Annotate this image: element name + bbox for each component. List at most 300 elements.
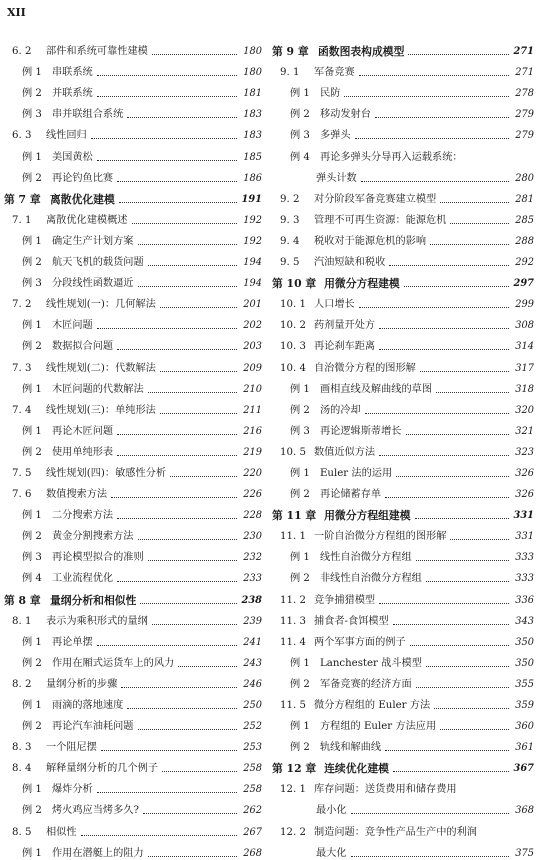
- toc-entry: [4, 607, 262, 628]
- toc-page-number: 321: [515, 425, 534, 437]
- toc-entry-title: 数据拟合问题: [52, 341, 114, 353]
- toc-entry-number: 例 1: [22, 235, 42, 247]
- toc-entry-number: 7. 3: [12, 362, 32, 374]
- dot-leader: [450, 539, 509, 540]
- toc-page-number: 333: [515, 573, 534, 585]
- toc-entry: [272, 375, 534, 396]
- toc-entry: [4, 375, 262, 396]
- toc-entry-number: 例 1: [290, 88, 310, 100]
- dot-leader: [81, 835, 237, 836]
- toc-page-number: 297: [513, 278, 534, 290]
- toc-entry-number: 11. 4: [280, 636, 306, 648]
- toc-entry-title: 再论汽车油耗问题: [52, 721, 134, 733]
- toc-page-number: 233: [243, 573, 262, 585]
- toc-entry: [4, 712, 262, 733]
- dot-leader: [111, 497, 237, 498]
- toc-page-number: 281: [515, 193, 534, 205]
- toc-entry-number: 10. 4: [280, 362, 306, 374]
- toc-entry: [272, 100, 534, 121]
- toc-entry-title: 线性规划(三)：单纯形法: [46, 404, 156, 416]
- dot-leader: [355, 138, 509, 139]
- toc-entry: [4, 311, 262, 332]
- dot-leader: [117, 455, 237, 456]
- toc-page-number: 192: [243, 214, 262, 226]
- toc-entry-title: 线性规划(四)：敏感性分析: [46, 467, 167, 479]
- toc-page-number: 367: [513, 763, 534, 775]
- dot-leader: [97, 328, 237, 329]
- toc-entry-number: 9. 1: [280, 67, 300, 79]
- dot-leader: [410, 645, 509, 646]
- toc-entry: [4, 564, 262, 585]
- toc-entry-number: 例 2: [290, 573, 310, 585]
- toc-entry-number: 例 1: [22, 425, 42, 437]
- dot-leader: [148, 392, 237, 393]
- toc-entry: [4, 227, 262, 248]
- toc-entry-number: 第 9 章: [272, 45, 309, 59]
- toc-entry-title: 人口增长: [314, 299, 355, 311]
- toc-entry-number: 10. 2: [280, 320, 306, 332]
- toc-entry-title: 再论逻辑斯蒂增长: [320, 425, 402, 437]
- dot-leader: [138, 244, 238, 245]
- toc-entry: [4, 670, 262, 691]
- toc-page-number: 323: [515, 446, 534, 458]
- dot-leader: [152, 624, 237, 625]
- toc-entry: [4, 100, 262, 121]
- toc-page-number: 216: [243, 425, 262, 437]
- toc-entry-title: 画相直线及解曲线的草图: [320, 383, 433, 395]
- toc-entry: [272, 796, 534, 817]
- dot-leader: [440, 729, 509, 730]
- toc-page-number: 194: [243, 278, 262, 290]
- toc-entry-number: 例 3: [290, 425, 310, 437]
- toc-page-number: 209: [243, 362, 262, 374]
- toc-entry: [272, 564, 534, 585]
- toc-entry-title: 再论刹车距离: [314, 341, 376, 353]
- dot-leader: [385, 497, 509, 498]
- toc-page-number: 308: [515, 320, 534, 332]
- toc-page-number: 350: [515, 636, 534, 648]
- toc-page-number: 180: [243, 46, 262, 58]
- toc-entry: [272, 164, 534, 185]
- toc-entry: [272, 206, 534, 227]
- toc-page-number: 333: [515, 552, 534, 564]
- toc-entry: [4, 649, 262, 670]
- toc-entry-number: 例 1: [290, 467, 310, 479]
- dot-leader: [97, 792, 237, 793]
- toc-entry: [4, 839, 262, 860]
- dot-leader: [408, 54, 509, 55]
- toc-page-number: 331: [515, 531, 534, 543]
- toc-entry: [272, 121, 534, 142]
- toc-entry: [272, 396, 534, 417]
- toc-page-number: 243: [243, 657, 262, 669]
- toc-entry-title: 雨滴的落地速度: [52, 700, 124, 711]
- toc-page-number: 241: [243, 636, 262, 648]
- toc-entry-number: 例 1: [22, 700, 42, 711]
- toc-entry-title: 微分方程组的 Euler 方法: [314, 700, 431, 711]
- toc-page-number: 271: [513, 46, 534, 58]
- toc-entry-number: 9. 3: [280, 214, 300, 226]
- dot-leader: [396, 476, 509, 477]
- toc-entry-title: 数值搜索方法: [46, 489, 108, 501]
- toc-entry-number: 第 11 章: [272, 509, 317, 523]
- toc-entry-number: 9. 4: [280, 235, 300, 247]
- toc-entry-number: 第 10 章: [272, 277, 317, 291]
- toc-entry-number: 例 2: [22, 341, 42, 353]
- toc-entry-title: 线性规划(一)：几何解法: [46, 299, 156, 311]
- toc-entry-title: 黄金分割搜索方法: [52, 531, 134, 543]
- toc-chapter-entry: [4, 585, 262, 606]
- dot-leader: [393, 771, 509, 772]
- toc-entry: [272, 353, 534, 374]
- toc-page-number: 228: [243, 510, 262, 522]
- toc-entry-title: 航天飞机的载货问题: [52, 257, 144, 269]
- toc-page-number: 192: [243, 235, 262, 247]
- dot-leader: [97, 160, 237, 161]
- toc-page-number: 278: [515, 88, 534, 100]
- toc-entry: [4, 628, 262, 649]
- toc-entry: [272, 712, 534, 733]
- toc-entry-title: 连续优化建模: [324, 762, 389, 776]
- dot-leader: [97, 96, 237, 97]
- toc-page-number: 317: [515, 362, 534, 374]
- dot-leader: [426, 581, 509, 582]
- dot-leader: [379, 603, 509, 604]
- toc-column-left: [4, 37, 262, 860]
- toc-entry-title: 税收对于能源危机的影响: [314, 235, 427, 247]
- dot-leader: [440, 202, 509, 203]
- toc-page-number: 375: [515, 847, 534, 859]
- toc-page-number: 226: [243, 489, 262, 501]
- toc-page-number: 258: [243, 763, 262, 775]
- toc-page-number: 361: [515, 742, 534, 754]
- toc-page-number: 292: [515, 257, 534, 269]
- toc-page-number: 368: [515, 805, 534, 817]
- dot-leader: [117, 181, 237, 182]
- dot-leader: [359, 307, 509, 308]
- toc-entry: [272, 58, 534, 79]
- toc-entry-title: 相似性: [46, 826, 77, 838]
- toc-entry-number: 例 2: [22, 172, 42, 184]
- toc-entry: [272, 670, 534, 691]
- toc-page-number: 258: [243, 784, 262, 796]
- toc-entry-title: 函数图表构成模型: [318, 45, 405, 59]
- dot-leader: [152, 54, 237, 55]
- toc-entry-title: 分段线性函数逼近: [52, 278, 134, 290]
- toc-entry-title: 确定生产计划方案: [52, 235, 134, 247]
- toc-entry: [4, 164, 262, 185]
- toc-entry-title: 对分阶段军备竞赛建立模型: [314, 193, 437, 205]
- toc-page-number: 320: [515, 404, 534, 416]
- toc-entry-title: 竞争捕猎模型: [314, 594, 376, 606]
- toc-entry-number: 6. 2: [12, 46, 32, 58]
- toc-entry: [4, 733, 262, 754]
- toc-entry: [272, 607, 534, 628]
- toc-entry-number: 例 1: [290, 383, 310, 395]
- toc-entry-title: 线性规划(二)：代数解法: [46, 362, 156, 374]
- dot-leader: [416, 687, 509, 688]
- toc-entry-title: 离散优化建模: [50, 192, 115, 206]
- toc-entry: [272, 290, 534, 311]
- toc-entry-number: 例 3: [22, 552, 42, 564]
- toc-entry-title: 离散优化建模概述: [46, 214, 128, 226]
- toc-page-number: 211: [243, 404, 262, 416]
- toc-entry-title: 美国黄松: [52, 151, 93, 163]
- toc-chapter-entry: [272, 37, 534, 58]
- toc-entry-number: 6. 3: [12, 130, 32, 142]
- dot-leader: [393, 624, 509, 625]
- toc-entry-title: 一个阻尼摆: [46, 742, 97, 754]
- toc-entry-title: 轨线和解曲线: [320, 742, 382, 754]
- toc-page-number: 238: [241, 594, 262, 606]
- toc-page-number: 232: [243, 552, 262, 564]
- toc-entry-number: 例 1: [290, 657, 310, 669]
- dot-leader: [143, 813, 237, 814]
- dot-leader: [351, 856, 509, 857]
- toc-entry-number: 第 7 章: [4, 192, 41, 206]
- toc-page-number: 253: [243, 742, 262, 754]
- toc-entry-number: 例 2: [290, 109, 310, 121]
- dot-leader: [434, 708, 509, 709]
- toc-entry: [272, 79, 534, 100]
- toc-entry-number: 例 3: [22, 278, 42, 290]
- toc-entry: [4, 58, 262, 79]
- toc-page-number: 280: [515, 172, 534, 184]
- dot-leader: [379, 349, 509, 350]
- dot-leader: [117, 434, 237, 435]
- toc-entry-title: 数值近似方法: [314, 446, 376, 458]
- toc-entry: [272, 185, 534, 206]
- toc-entry-number: 例 3: [22, 109, 42, 121]
- toc-page-number: 210: [243, 383, 262, 395]
- toc-entry-number: 8. 1: [12, 615, 32, 627]
- toc-page-number: 186: [243, 172, 262, 184]
- toc-entry-title: 捕食者-食饵模型: [314, 615, 389, 627]
- toc-entry-number: 12. 1: [280, 784, 306, 796]
- toc-page-number: 203: [243, 341, 262, 353]
- toc-entry: [4, 417, 262, 438]
- toc-page-number: 268: [243, 847, 262, 859]
- toc-page-number: 360: [515, 721, 534, 733]
- toc-page-number: 252: [243, 721, 262, 733]
- toc-entry-title: 用微分方程建模: [324, 277, 400, 291]
- dot-leader: [138, 286, 238, 287]
- toc-entry: [4, 754, 262, 775]
- toc-page-number: 220: [243, 467, 262, 479]
- dot-leader: [351, 813, 509, 814]
- toc-entry-title: 作用在潜艇上的阻力: [52, 847, 144, 859]
- dot-leader: [436, 392, 509, 393]
- toc-entry: [272, 227, 534, 248]
- toc-page-number: 326: [515, 489, 534, 501]
- dot-leader: [359, 75, 509, 76]
- toc-entry-number: 9. 5: [280, 257, 300, 269]
- toc-entry-title: 部件和系统可靠性建模: [46, 46, 148, 58]
- toc-page-number: 201: [243, 299, 262, 311]
- toc-entry: [4, 248, 262, 269]
- toc-entry-number: 例 1: [22, 847, 42, 859]
- dot-leader: [97, 645, 237, 646]
- toc-entry-title: 再论钓鱼比赛: [52, 172, 114, 184]
- toc-entry: [272, 459, 534, 480]
- toc-entry-title: 再论单摆: [52, 636, 93, 648]
- dot-leader: [389, 265, 509, 266]
- dot-leader: [162, 771, 237, 772]
- toc-page-number: 314: [515, 341, 534, 353]
- dot-leader: [127, 117, 237, 118]
- toc-entry-title: 量纲分析和相似性: [50, 593, 137, 607]
- toc-entry: [272, 817, 534, 838]
- toc-entry-title: 表示为乘积形式的量纲: [46, 615, 148, 627]
- toc-entry-number: 例 3: [290, 130, 310, 142]
- toc-entry-number: 例 2: [22, 446, 42, 458]
- toc-chapter-entry: [4, 185, 262, 206]
- toc-entry-number: 例 2: [22, 657, 42, 669]
- toc-page-number: 285: [515, 214, 534, 226]
- dot-leader: [379, 328, 509, 329]
- dot-leader: [170, 476, 237, 477]
- dot-leader: [132, 223, 238, 224]
- toc-entry-number: 第 12 章: [272, 762, 317, 776]
- toc-page-number: 299: [515, 299, 534, 311]
- toc-entry-title: 弹头计数: [316, 172, 357, 184]
- toc-entry-number: 例 2: [22, 257, 42, 269]
- dot-leader: [420, 371, 509, 372]
- toc-entry-title: 工业流程优化: [52, 573, 114, 585]
- dot-leader: [365, 413, 509, 414]
- toc-column-right: [272, 37, 534, 860]
- dot-leader: [404, 286, 509, 287]
- toc-entry-number: 8. 4: [12, 763, 32, 775]
- toc-page-number: 331: [513, 510, 534, 522]
- toc-entry: [4, 459, 262, 480]
- toc-page-number: 279: [515, 109, 534, 121]
- toc-entry-title: 二分搜索方法: [52, 510, 114, 522]
- toc-page-number: 202: [243, 320, 262, 332]
- toc-entry-number: 例 4: [22, 573, 42, 585]
- toc-entry-number: 例 1: [22, 636, 42, 648]
- dot-leader: [101, 750, 237, 751]
- dot-leader: [379, 455, 509, 456]
- toc-entry-title: 烤火鸡应当烤多久?: [52, 805, 139, 817]
- toc-page-number: 271: [515, 67, 534, 79]
- toc-entry-title: Lanchester 战斗模型: [320, 657, 422, 669]
- dot-leader: [160, 307, 237, 308]
- toc-entry-title: 串并联组合系统: [52, 109, 124, 121]
- toc-entry-number: 例 1: [22, 320, 42, 332]
- toc-page-number: 219: [243, 446, 262, 458]
- page-number: XII: [7, 6, 26, 19]
- toc-entry-title: 方程组的 Euler 方法应用: [320, 721, 437, 733]
- toc-page-number: 246: [243, 678, 262, 690]
- toc-entry-title: 军备竞赛的经济方面: [320, 678, 412, 690]
- toc-entry: [4, 332, 262, 353]
- toc-entry-title: 用微分方程组建模: [324, 509, 411, 523]
- toc-page-number: 239: [243, 615, 262, 627]
- toc-entry-title: 再论木匠问题: [52, 425, 114, 437]
- toc-page-number: 279: [515, 130, 534, 142]
- dot-leader: [91, 138, 237, 139]
- toc-entry-number: 7. 2: [12, 299, 32, 311]
- toc-entry-title: 最大化: [316, 847, 347, 859]
- toc-entry-title: 制造问题：竞争性产品生产中的利润: [314, 826, 477, 838]
- toc-entry-number: 12. 2: [280, 826, 306, 838]
- toc-page-number: 194: [243, 257, 262, 269]
- dot-leader: [385, 750, 509, 751]
- toc-entry: [4, 269, 262, 290]
- toc-entry: [4, 480, 262, 501]
- toc-entry-number: 11. 2: [280, 594, 306, 606]
- dot-leader: [117, 581, 237, 582]
- toc-entry: [272, 649, 534, 670]
- toc-entry: [4, 37, 262, 58]
- dot-leader: [415, 518, 509, 519]
- toc-page-number: 183: [243, 109, 262, 121]
- toc-entry: [4, 501, 262, 522]
- toc-chapter-entry: [272, 754, 534, 775]
- toc-entry: [272, 628, 534, 649]
- toc-entry: [4, 543, 262, 564]
- toc-entry-title: 汽油短缺和税收: [314, 257, 386, 269]
- toc-page-number: 230: [243, 531, 262, 543]
- toc-entry-number: 例 1: [290, 552, 310, 564]
- toc-entry-title: 线性回归: [46, 130, 87, 142]
- toc-entry: [272, 733, 534, 754]
- toc-page-number: 326: [515, 467, 534, 479]
- toc-entry-title: 线性自治微分方程组: [320, 552, 412, 564]
- toc-chapter-entry: [272, 269, 534, 290]
- toc-entry-number: 8. 3: [12, 742, 32, 754]
- toc-entry-number: 8. 2: [12, 678, 32, 690]
- dot-leader: [119, 202, 237, 203]
- toc-entry: [4, 438, 262, 459]
- dot-leader: [148, 265, 237, 266]
- toc-entry-number: 9. 2: [280, 193, 300, 205]
- toc-entry-title: 移动发射台: [320, 109, 371, 121]
- toc-entry-number: 例 2: [22, 531, 42, 543]
- toc-entry-title: 解释量纲分析的几个例子: [46, 763, 159, 775]
- toc-entry-number: 8. 5: [12, 826, 32, 838]
- toc-entry-number: 例 2: [290, 404, 310, 416]
- toc-page-number: 185: [243, 151, 262, 163]
- toc-entry-number: 例 1: [22, 383, 42, 395]
- toc-page-number: 250: [243, 700, 262, 711]
- toc-entry-title: 管理不可再生资源：能源危机: [314, 214, 447, 226]
- toc-entry-title: 自治微分方程的图形解: [314, 362, 416, 374]
- toc-entry-number: 例 1: [290, 721, 310, 733]
- toc-page-number: 343: [515, 615, 534, 627]
- dot-leader: [416, 560, 509, 561]
- toc-entry: [272, 522, 534, 543]
- toc-entry: [4, 775, 262, 796]
- toc-entry: [4, 796, 262, 817]
- toc-entry-number: 10. 5: [280, 446, 306, 458]
- toc-entry-number: 例 2: [290, 489, 310, 501]
- toc-entry: [272, 480, 534, 501]
- toc-page-number: 262: [243, 805, 262, 817]
- toc-entry-title: 串联系统: [52, 67, 93, 79]
- toc-entry-number: 7. 1: [12, 214, 32, 226]
- toc-entry-title: 民防: [320, 88, 341, 100]
- toc-entry: [272, 417, 534, 438]
- toc-entry-title: 药剂量开处方: [314, 320, 376, 332]
- toc-entry-number: 例 4: [290, 151, 310, 163]
- toc-entry: [4, 121, 262, 142]
- toc-entry: [272, 839, 534, 860]
- toc-entry-number: 例 1: [22, 510, 42, 522]
- dot-leader: [138, 539, 238, 540]
- toc-page-number: 359: [515, 700, 534, 711]
